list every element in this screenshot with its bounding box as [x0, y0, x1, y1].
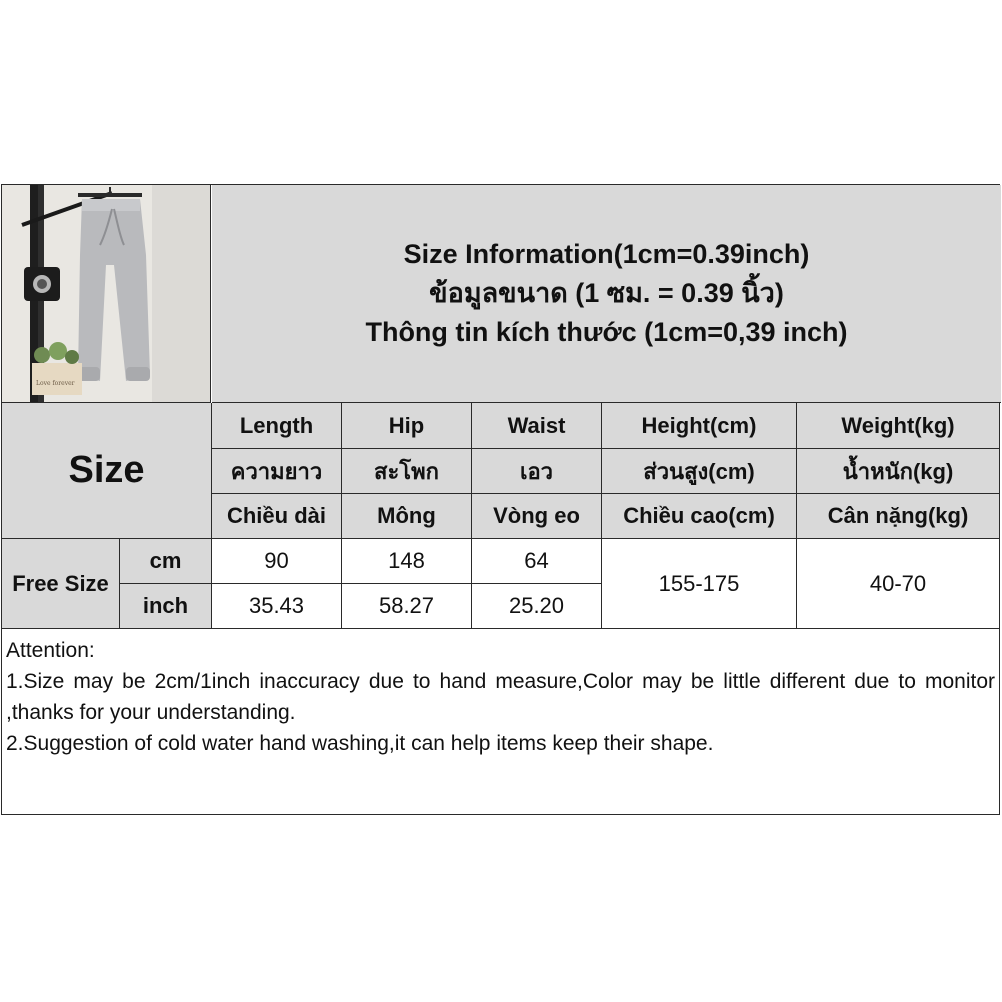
- value-hip-inch: 58.27: [342, 584, 472, 629]
- value-weight-range: 40-70: [797, 539, 999, 629]
- header-waist-th: เอว: [472, 449, 602, 494]
- product-photo: [2, 185, 211, 403]
- unit-cm-label: cm: [120, 539, 212, 584]
- photo-tag-text: Love forever: [36, 380, 75, 387]
- attention-heading: Attention:: [6, 639, 95, 662]
- header-weight-en: Weight(kg): [797, 403, 999, 449]
- header-length-vi: Chiều dài: [212, 494, 342, 539]
- attention-note-1: 1.Size may be 2cm/1inch inaccuracy due to hand measure,Color may be little different due to monitor ,thanks for your understanding.: [6, 670, 995, 724]
- value-length-inch: 35.43: [212, 584, 342, 629]
- header-waist-vi: Vòng eo: [472, 494, 602, 539]
- title-vietnamese: Thông tin kích thước (1cm=0,39 inch): [365, 317, 848, 347]
- title-thai: ข้อมูลขนาด (1 ซม. = 0.39 นิ้ว): [429, 278, 784, 308]
- header-height-th: ส่วนสูง(cm): [602, 449, 797, 494]
- title-block: [212, 185, 1001, 403]
- size-label: Size: [2, 403, 212, 539]
- header-height-en: Height(cm): [602, 403, 797, 449]
- unit-inch-label: inch: [120, 584, 212, 629]
- header-weight-vi: Cân nặng(kg): [797, 494, 999, 539]
- header-waist-en: Waist: [472, 403, 602, 449]
- value-length-cm: 90: [212, 539, 342, 584]
- pants-illustration: [2, 185, 210, 402]
- header-hip-vi: Mông: [342, 494, 472, 539]
- row-label-free-size: Free Size: [2, 539, 120, 629]
- value-height-range: 155-175: [602, 539, 797, 629]
- attention-note-2: 2.Suggestion of cold water hand washing,it can help items keep their shape.: [6, 732, 714, 755]
- attention-notes: [2, 629, 999, 814]
- header-hip-th: สะโพก: [342, 449, 472, 494]
- value-waist-cm: 64: [472, 539, 602, 584]
- header-hip-en: Hip: [342, 403, 472, 449]
- value-waist-inch: 25.20: [472, 584, 602, 629]
- size-chart: [1, 184, 1000, 815]
- header-length-th: ความยาว: [212, 449, 342, 494]
- header-length-en: Length: [212, 403, 342, 449]
- header-weight-th: น้ำหนัก(kg): [797, 449, 999, 494]
- value-hip-cm: 148: [342, 539, 472, 584]
- title-english: Size Information(1cm=0.39inch): [403, 239, 810, 269]
- header-height-vi: Chiều cao(cm): [602, 494, 797, 539]
